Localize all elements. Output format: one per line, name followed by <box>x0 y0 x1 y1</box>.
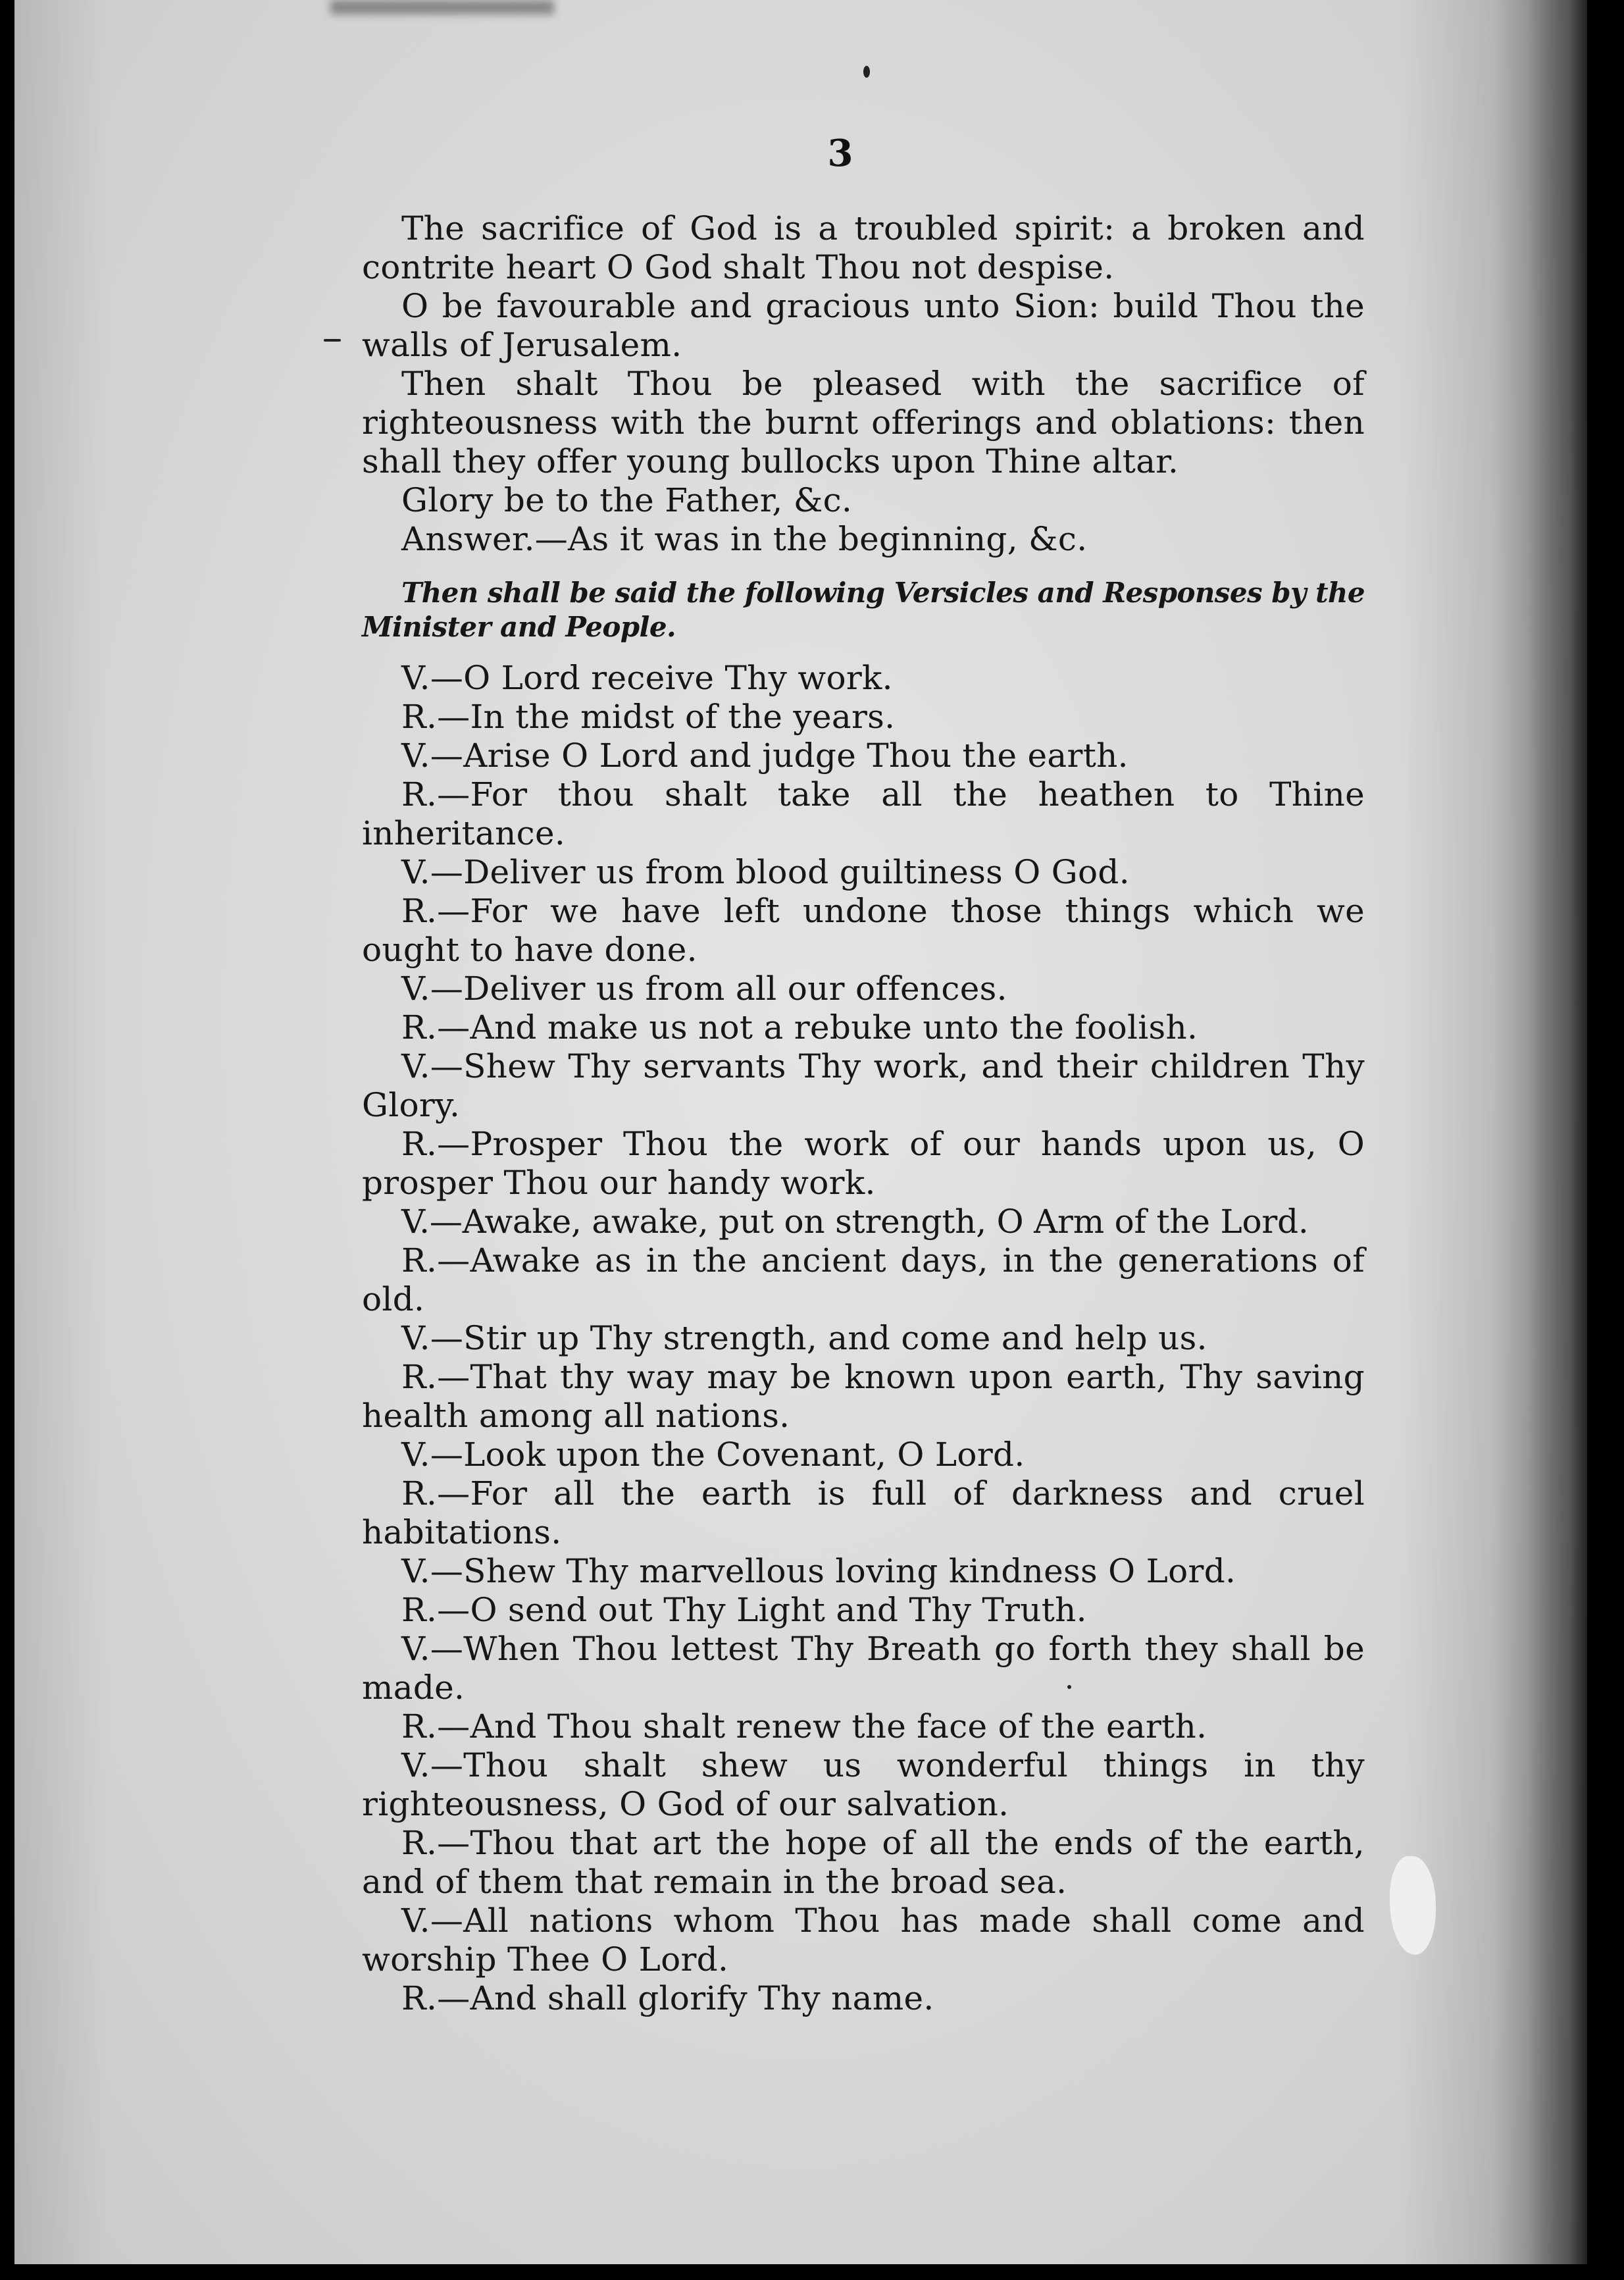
response: R.—Thou that art the hope of all the ends of the earth, and of them that remain in the broad sea. <box>362 1824 1365 1901</box>
page-number: 3 <box>827 132 853 175</box>
versicle: V.—When Thou lettest Thy Breath go forth they shall be made. <box>362 1630 1365 1707</box>
page-top-smudge <box>330 0 554 14</box>
page-edge-shadow <box>1528 0 1587 2264</box>
paragraph: O be favourable and gracious unto Sion: build Thou the walls of Jerusalem. <box>362 287 1365 364</box>
paragraph: Answer.—As it was in the beginning, &c. <box>401 520 1088 558</box>
versicle: V.—Thou shalt shew us wonderful things in thy righteousness, O God of our salvation. <box>362 1746 1365 1823</box>
response: R.—That thy way may be known upon earth, Thy saving health among all nations. <box>362 1358 1365 1435</box>
versicle: V.—All nations whom Thou has made shall come and worship Thee O Lord. <box>362 1902 1365 1979</box>
ink-speck <box>324 339 341 342</box>
versicle: V.—Shew Thy servants Thy work, and their children Thy Glory. <box>362 1047 1365 1124</box>
versicle: V.—Arise O Lord and judge Thou the earth. <box>401 737 1129 775</box>
versicle: V.—Awake, awake, put on strength, O Arm of the Lord. <box>401 1203 1309 1241</box>
ink-speck <box>1067 1685 1071 1689</box>
response: R.—O send out Thy Light and Thy Truth. <box>401 1591 1087 1629</box>
response: R.—For all the earth is full of darkness and cruel habitations. <box>362 1474 1365 1551</box>
rubric-instruction: Then shall be said the following Versicles and Responses by the Minister and People. <box>362 577 1365 643</box>
versicle: V.—Stir up Thy strength, and come and help us. <box>401 1319 1207 1357</box>
versicle: V.—O Lord receive Thy work. <box>401 659 893 697</box>
response: R.—For thou shalt take all the heathen to Thine inheritance. <box>362 775 1365 852</box>
response: R.—In the midst of the years. <box>401 698 896 736</box>
response: R.—Awake as in the ancient days, in the generations of old. <box>362 1241 1365 1318</box>
response: R.—And make us not a rebuke unto the foolish. <box>401 1008 1198 1047</box>
paragraph: The sacrifice of God is a troubled spirit: a broken and contrite heart O God shalt Thou not despise. <box>362 209 1365 286</box>
response: R.—Prosper Thou the work of our hands upon us, O prosper Thou our handy work. <box>362 1125 1365 1202</box>
versicle: V.—Deliver us from all our offences. <box>401 970 1007 1008</box>
ink-speck <box>863 66 870 78</box>
versicle: V.—Deliver us from blood guiltiness O God. <box>401 853 1130 891</box>
scanned-page <box>14 0 1587 2264</box>
response: R.—For we have left undone those things which we ought to have done. <box>362 892 1365 969</box>
versicle: V.—Look upon the Covenant, O Lord. <box>401 1436 1025 1474</box>
versicle: V.—Shew Thy marvellous loving kindness O Lord. <box>401 1552 1236 1590</box>
page-body <box>362 209 1365 2018</box>
paper-tear <box>1390 1856 1436 1955</box>
response: R.—And Thou shalt renew the face of the earth. <box>401 1707 1207 1746</box>
response: R.—And shall glorify Thy name. <box>401 1979 934 2017</box>
paragraph: Then shalt Thou be pleased with the sacrifice of righteousness with the burnt offerings and oblations: then shall they offer young bullocks upon Thine altar. <box>362 365 1365 480</box>
paragraph: Glory be to the Father, &c. <box>401 481 853 519</box>
